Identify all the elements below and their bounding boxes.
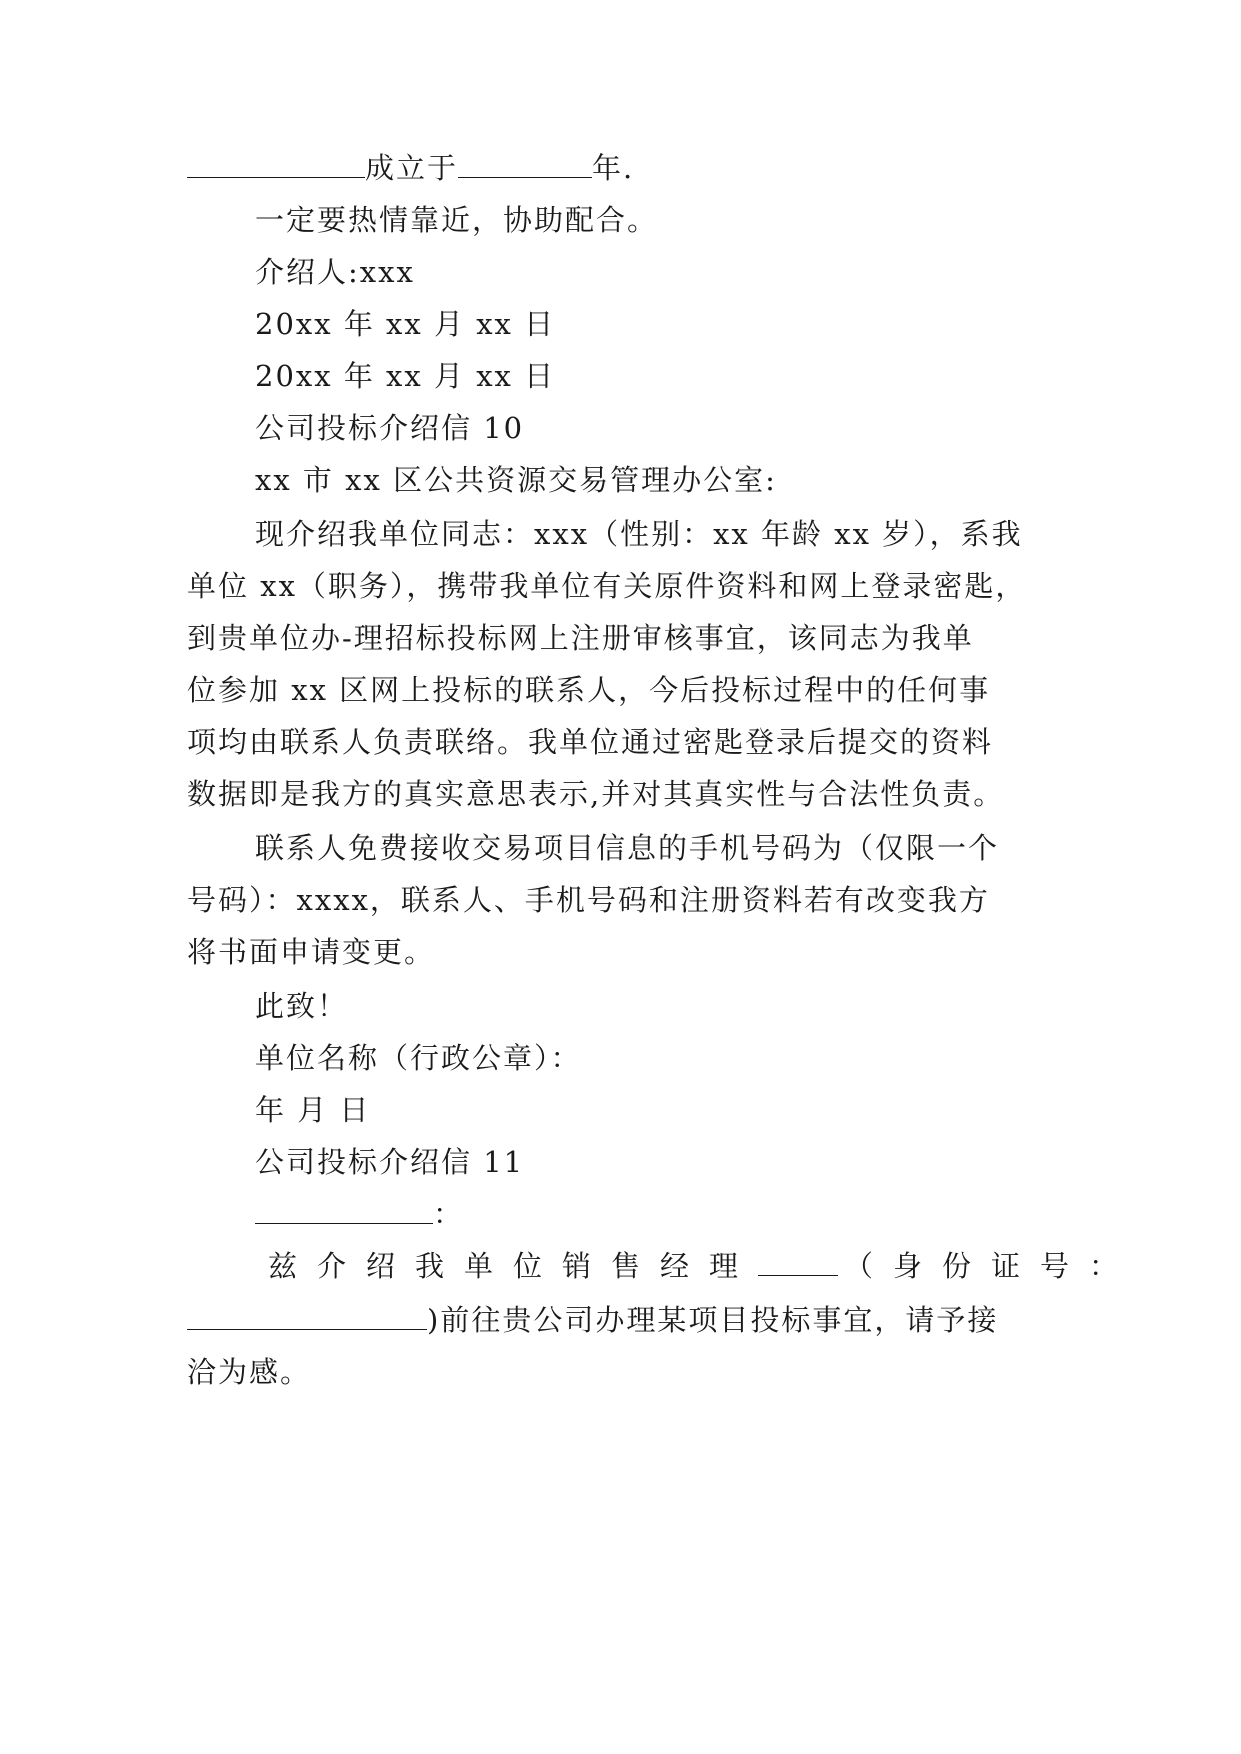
blank-underline — [458, 149, 592, 178]
cooperation-line: 一定要热情靠近，协助配合。 — [255, 203, 659, 237]
addressee: xx 市 xx 区公共资源交易管理办公室: — [255, 463, 777, 497]
body-paragraph-line: 将书面申请变更。 — [187, 935, 436, 969]
closing: 此致！ — [255, 989, 349, 1023]
founded-line — [187, 148, 1057, 188]
blank-underline — [187, 149, 365, 178]
body-paragraph-line: 洽为感。 — [187, 1355, 312, 1389]
body-paragraph-line: 号码）：xxxx，联系人、手机号码和注册资料若有改变我方 — [187, 883, 990, 917]
body-paragraph-line: 数据即是我方的真实意思表示,并对其真实性与合法性负责。 — [187, 777, 1005, 811]
body-paragraph-line: 到贵单位办-理招标投标网上注册审核事宜，该同志为我单 — [187, 621, 974, 655]
intro-text: 兹介绍我单位销售经理 — [268, 1249, 759, 1283]
purpose-text: )前往贵公司办理某项目投标事宜，请予接 — [427, 1303, 999, 1337]
letter-heading: 公司投标介绍信 10 — [255, 411, 525, 445]
body-paragraph-line: 位参加 xx 区网上投标的联系人，今后投标过程中的任何事 — [187, 673, 991, 707]
blank-underline — [187, 1301, 427, 1330]
date-line: 20xx 年 xx 月 xx 日 — [255, 359, 556, 393]
body-paragraph-line: 单位 xx（职务），携带我单位有关原件资料和网上登录密匙， — [187, 569, 1027, 603]
body-paragraph-line: 项均由联系人负责联络。我单位通过密匙登录后提交的资料 — [187, 725, 994, 759]
letter-heading: 公司投标介绍信 11 — [255, 1145, 525, 1179]
body-paragraph-line — [268, 1246, 1139, 1286]
date-line: 年 月 日 — [255, 1093, 371, 1127]
introducer-line: 介绍人:xxx — [255, 255, 415, 289]
year-text: 年. — [592, 151, 635, 185]
signature-line: 单位名称（行政公章）： — [255, 1041, 582, 1075]
body-paragraph-line: 现介绍我单位同志：xxx（性别：xx 年龄 xx 岁），系我 — [255, 517, 1023, 551]
addressee — [255, 1194, 1055, 1234]
body-paragraph-line: 联系人免费接收交易项目信息的手机号码为（仅限一个 — [255, 831, 1000, 865]
founded-text: 成立于 — [365, 151, 459, 185]
blank-underline — [758, 1247, 838, 1276]
addressee-colon: ： — [433, 1197, 465, 1231]
id-number-label: （身份证号： — [844, 1249, 1139, 1283]
blank-underline — [255, 1195, 433, 1224]
date-line: 20xx 年 xx 月 xx 日 — [255, 307, 556, 341]
body-paragraph-line — [187, 1300, 1057, 1340]
